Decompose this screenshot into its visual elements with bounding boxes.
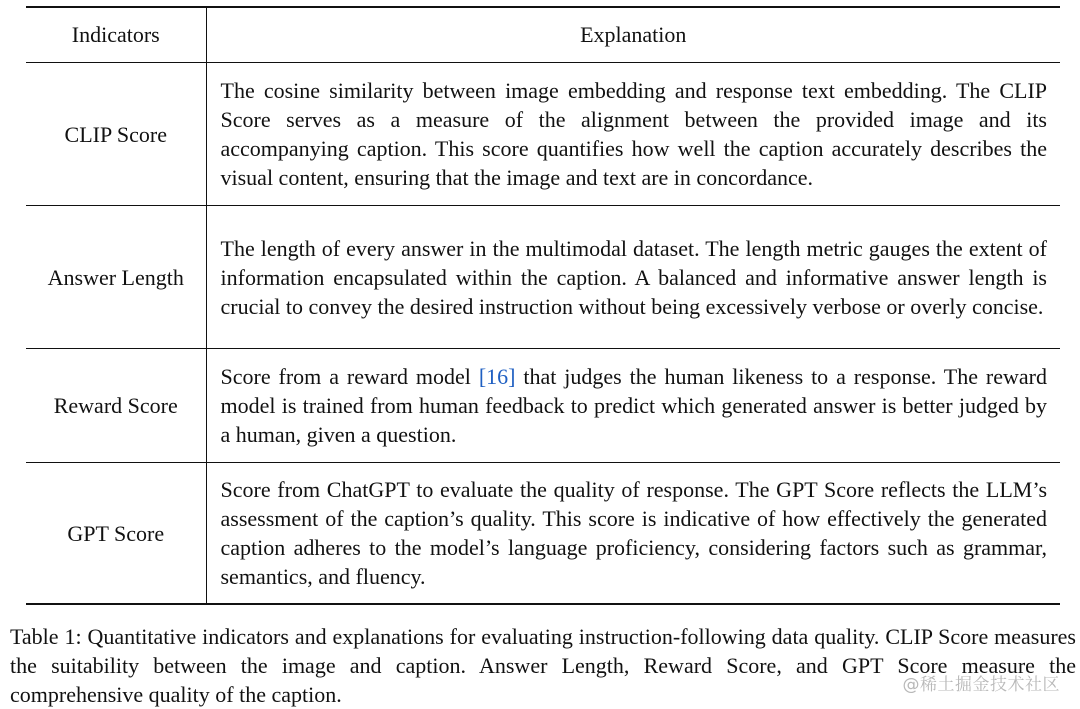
indicators-table xyxy=(26,6,1060,605)
table-row xyxy=(26,63,1060,206)
table-header-row xyxy=(26,7,1060,63)
table-row xyxy=(26,206,1060,349)
table-row xyxy=(26,349,1060,463)
indicator-name: Reward Score xyxy=(26,349,206,463)
indicator-name: CLIP Score xyxy=(26,63,206,206)
explanation-text: Score from a reward model xyxy=(220,364,479,389)
watermark: @稀土掘金技术社区 xyxy=(902,675,1060,695)
indicator-name: Answer Length xyxy=(26,206,206,349)
table-caption: Table 1: Quantitative indicators and explanations for evaluating instruction-following data quality. CLIP Score measures the suitability between the image and caption. Answer Length, Reward Score, and GPT Score measure the comprehensive quality of the caption. xyxy=(10,624,1076,707)
explanation-text: that judges the human likeness to a response. The reward model is trained from human feedback to predict which generated answer is better judged by a human, given a question. xyxy=(220,364,1047,447)
header-indicators: Indicators xyxy=(26,7,206,63)
indicator-explanation: Score from ChatGPT to evaluate the quality of response. The GPT Score reflects the LLM’s assessment of the caption’s quality. This score is indicative of how effectively the generated caption adheres to the model’s language proficiency, considering factors such as grammar, semantics, and fluency. xyxy=(206,463,1060,605)
header-explanation: Explanation xyxy=(206,7,1060,63)
indicator-name: GPT Score xyxy=(26,463,206,605)
citation-link[interactable]: [16] xyxy=(478,364,516,389)
indicator-explanation xyxy=(206,349,1060,463)
indicator-explanation: The cosine similarity between image embedding and response text embedding. The CLIP Score serves as a measure of the alignment between the provided image and its accompanying caption. This score quantifies how well the caption accurately describes the visual content, ensuring that the image and text are in concordance. xyxy=(206,63,1060,206)
indicator-explanation: The length of every answer in the multimodal dataset. The length metric gauges the extent of information encapsulated within the caption. A balanced and informative answer length is crucial to convey the desired instruction without being excessively verbose or overly concise. xyxy=(206,206,1060,349)
table-row xyxy=(26,463,1060,605)
